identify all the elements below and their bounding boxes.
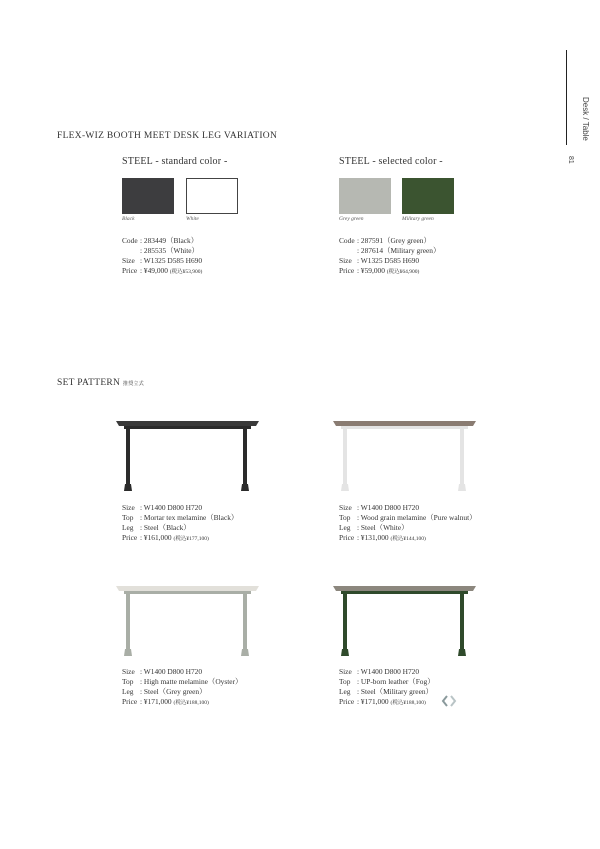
size-label: Size [122, 503, 135, 512]
leg-post-right [243, 428, 247, 484]
tabletop [116, 421, 259, 426]
top-label: Top [122, 513, 134, 522]
pattern-spec-2 [339, 503, 477, 544]
pattern-spec-4 [339, 667, 435, 708]
swatch-label-black: Black [122, 216, 135, 222]
price-value: : ¥49,000 [140, 266, 168, 275]
set-pattern-title [57, 378, 144, 388]
size-value: : W1325 D585 H690 [357, 256, 420, 265]
standard-color-heading: STEEL - standard color - [122, 156, 228, 167]
code-label: Code [122, 236, 138, 245]
code-label: Code [339, 236, 355, 245]
leg-foot-left [124, 484, 132, 491]
price-value: : ¥59,000 [357, 266, 385, 275]
tabletop [333, 421, 476, 426]
leg-post-left [343, 428, 347, 484]
leg-value: : Steel（Black） [140, 523, 191, 532]
page-number: 81 [567, 156, 574, 164]
swatch-black [122, 178, 174, 214]
leg-label: Leg [339, 687, 351, 696]
price-value: : ¥171,000 [357, 697, 389, 706]
leg-label: Leg [339, 523, 351, 532]
price-label: Price [122, 697, 138, 706]
leg-foot-left [341, 649, 349, 656]
top-label: Top [122, 677, 134, 686]
pattern-spec-3 [122, 667, 242, 708]
price-tax: (税込¥53,900) [169, 269, 203, 275]
top-value: : Mortar tex melamine（Black） [140, 513, 239, 522]
price-label: Price [339, 533, 355, 542]
set-pattern-subtitle: 推奨立式 [122, 382, 145, 387]
price-value: : ¥131,000 [357, 533, 389, 542]
selected-color-heading: STEEL - selected color - [339, 156, 443, 167]
leg-foot-right [241, 484, 249, 491]
size-value: : W1400 D800 H720 [357, 503, 420, 512]
leg-post-right [460, 428, 464, 484]
apron-rail [341, 591, 468, 594]
size-label: Size [339, 667, 352, 676]
apron-rail [124, 591, 251, 594]
price-tax: (税込¥188,100) [173, 700, 209, 706]
desk-illustration-black [110, 415, 265, 495]
leg-post-left [343, 593, 347, 649]
price-tax: (税込¥188,100) [390, 700, 426, 706]
desk-illustration-fog [327, 580, 482, 660]
size-value: : W1325 D585 H690 [140, 256, 203, 265]
swatch-military-green [402, 178, 454, 214]
leg-value: : Steel（Military green） [357, 687, 433, 696]
variation-title: FLEX-WIZ BOOTH MEET DESK LEG VARIATION [57, 131, 278, 141]
tabletop [116, 586, 259, 591]
price-label: Price [122, 533, 138, 542]
price-value: : ¥161,000 [140, 533, 172, 542]
leg-label: Leg [122, 687, 134, 696]
desk-illustration-oyster [110, 580, 265, 660]
price-tax: (税込¥64,900) [386, 269, 420, 275]
swatch-white [186, 178, 238, 214]
price-tax: (税込¥177,100) [173, 536, 209, 542]
swatch-label-military-green: Military green [402, 216, 434, 222]
swatch-label-white: White [186, 216, 199, 222]
apron-rail [124, 426, 251, 429]
top-value: : Wood grain melamine（Pure walnut） [357, 513, 477, 522]
pattern-spec-1 [122, 503, 238, 544]
leg-value: : Steel（Grey green） [140, 687, 207, 696]
code-value: : 287614（Military green） [357, 246, 441, 255]
size-label: Size [122, 256, 135, 265]
selected-spec [339, 236, 440, 277]
tabletop [333, 586, 476, 591]
top-value: : UP-born leather（Fog） [357, 677, 435, 686]
price-label: Price [339, 697, 355, 706]
code-value: : 285535（White） [140, 246, 199, 255]
leg-foot-right [458, 649, 466, 656]
top-label: Top [339, 677, 351, 686]
price-label: Price [122, 266, 138, 275]
top-value: : High matte melamine（Oyster） [140, 677, 243, 686]
size-label: Size [122, 667, 135, 676]
leg-post-right [460, 593, 464, 649]
desk-illustration-walnut [327, 415, 482, 495]
leg-foot-left [124, 649, 132, 656]
leg-post-left [126, 593, 130, 649]
leg-foot-right [241, 649, 249, 656]
size-value: : W1400 D800 H720 [140, 503, 203, 512]
apron-rail [341, 426, 468, 429]
leg-post-left [126, 428, 130, 484]
leg-label: Leg [122, 523, 134, 532]
nav-arrows-icon[interactable] [440, 694, 458, 708]
leg-value: : Steel（White） [357, 523, 409, 532]
code-value: : 287591（Grey green） [357, 236, 431, 245]
size-value: : W1400 D800 H720 [357, 667, 420, 676]
top-label: Top [339, 513, 351, 522]
set-pattern-title-text: SET PATTERN [57, 378, 121, 388]
leg-post-right [243, 593, 247, 649]
leg-foot-left [341, 484, 349, 491]
size-label: Size [339, 256, 352, 265]
price-value: : ¥171,000 [140, 697, 172, 706]
size-label: Size [339, 503, 352, 512]
section-label: Desk / Table [581, 97, 590, 141]
code-value: : 283449（Black） [140, 236, 199, 245]
swatch-label-grey-green: Grey green [339, 216, 364, 222]
price-tax: (税込¥144,100) [390, 536, 426, 542]
size-value: : W1400 D800 H720 [140, 667, 203, 676]
price-label: Price [339, 266, 355, 275]
swatch-grey-green [339, 178, 391, 214]
standard-spec [122, 236, 202, 277]
leg-foot-right [458, 484, 466, 491]
